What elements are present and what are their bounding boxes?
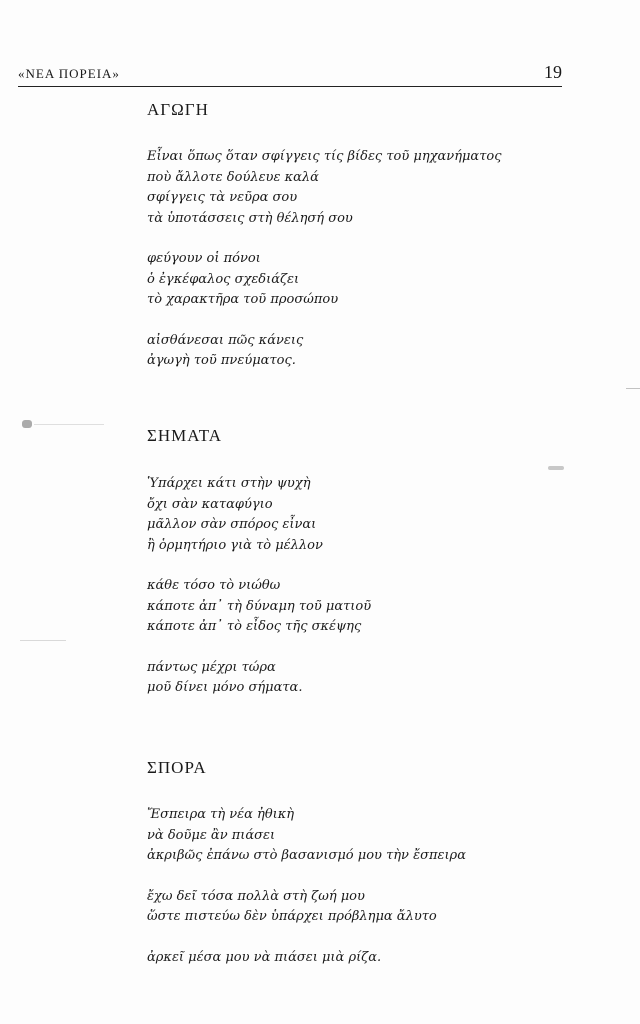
header-rule xyxy=(18,86,562,87)
poem-line: ἢ ὁρμητήριο γιὰ τὸ μέλλον xyxy=(147,537,323,553)
poem-line: κάθε τόσο τὸ νιώθω xyxy=(147,578,281,593)
poem-line: Ἔσπειρα τὴ νέα ἠθικὴ xyxy=(147,807,295,822)
poem-agogi xyxy=(147,100,567,372)
poem-spora xyxy=(147,758,567,968)
poem-line: ἀρκεῖ μέσα μου νὰ πιάσει μιὰ ρίζα. xyxy=(147,949,382,965)
poem-line: ὥστε πιστεύω δὲν ὑπάρχει πρόβλημα ἄλυτο xyxy=(147,909,437,924)
poem-line: ἀκριβῶς ἐπάνω στὸ βασανισμό μου τὴν ἔσπειρα xyxy=(147,848,466,863)
poem-line: ὄχι σὰν καταφύγιο xyxy=(147,496,273,512)
poem-line: σφίγγεις τὰ νεῦρα σου xyxy=(147,190,298,205)
poem-line: ποὺ ἄλλοτε δούλευε καλά xyxy=(147,169,319,185)
poem-line: ὁ ἐγκέφαλος σχεδιάζει xyxy=(147,271,300,287)
poem-line: τὰ ὑποτάσσεις στὴ θέλησή σου xyxy=(147,210,353,226)
poem-line: Εἶναι ὅπως ὅταν σφίγγεις τίς βίδες τοῦ μηχανήματος xyxy=(147,149,502,164)
stanza xyxy=(147,887,567,928)
scan-smudge xyxy=(34,424,104,425)
running-header xyxy=(18,60,562,86)
stanza xyxy=(147,576,567,638)
poem-line: τὸ χαρακτῆρα τοῦ προσώπου xyxy=(147,292,339,307)
poem-line: μᾶλλον σὰν σπόρος εἶναι xyxy=(147,517,317,532)
stanza xyxy=(147,249,567,311)
stanza xyxy=(147,658,567,699)
poem-line: αἰσθάνεσαι πῶς κάνεις xyxy=(147,332,304,348)
poem-title: ΣΠΟΡΑ xyxy=(147,758,207,777)
poem-line: πάντως μέχρι τώρα xyxy=(147,659,276,675)
stanza xyxy=(147,948,567,969)
stanza xyxy=(147,147,567,229)
scan-smudge xyxy=(22,420,32,428)
poem-line: Ὑπάρχει κάτι στὴν ψυχὴ xyxy=(147,476,311,491)
stanza xyxy=(147,474,567,556)
poem-line: κάποτε ἀπ᾽ τὸ εἶδος τῆς σκέψης xyxy=(147,619,362,634)
stanza xyxy=(147,331,567,372)
poem-line: κάποτε ἀπ᾽ τὴ δύναμη τοῦ ματιοῦ xyxy=(147,598,372,614)
poem-line: μοῦ δίνει μόνο σήματα. xyxy=(147,680,303,695)
poem-line: ἔχω δεῖ τόσα πολλὰ στὴ ζωή μου xyxy=(147,888,365,904)
scan-smudge xyxy=(548,466,564,470)
poem-title: ΑΓΩΓΗ xyxy=(147,100,209,119)
poem-title: ΣΗΜΑΤΑ xyxy=(147,426,222,445)
page-number: 19 xyxy=(544,62,562,82)
poem-line: ἀγωγὴ τοῦ πνεύματος. xyxy=(147,353,296,368)
poem-line: φεύγουν οἱ πόνοι xyxy=(147,251,261,266)
stanza xyxy=(147,805,567,867)
poem-line: νὰ δοῦμε ἂν πιάσει xyxy=(147,827,276,843)
journal-title: «ΝΕΑ ΠΟΡΕΙΑ» xyxy=(18,66,120,81)
poem-simata xyxy=(147,426,567,699)
scan-smudge xyxy=(20,640,66,641)
scan-edge-mark xyxy=(626,388,640,389)
